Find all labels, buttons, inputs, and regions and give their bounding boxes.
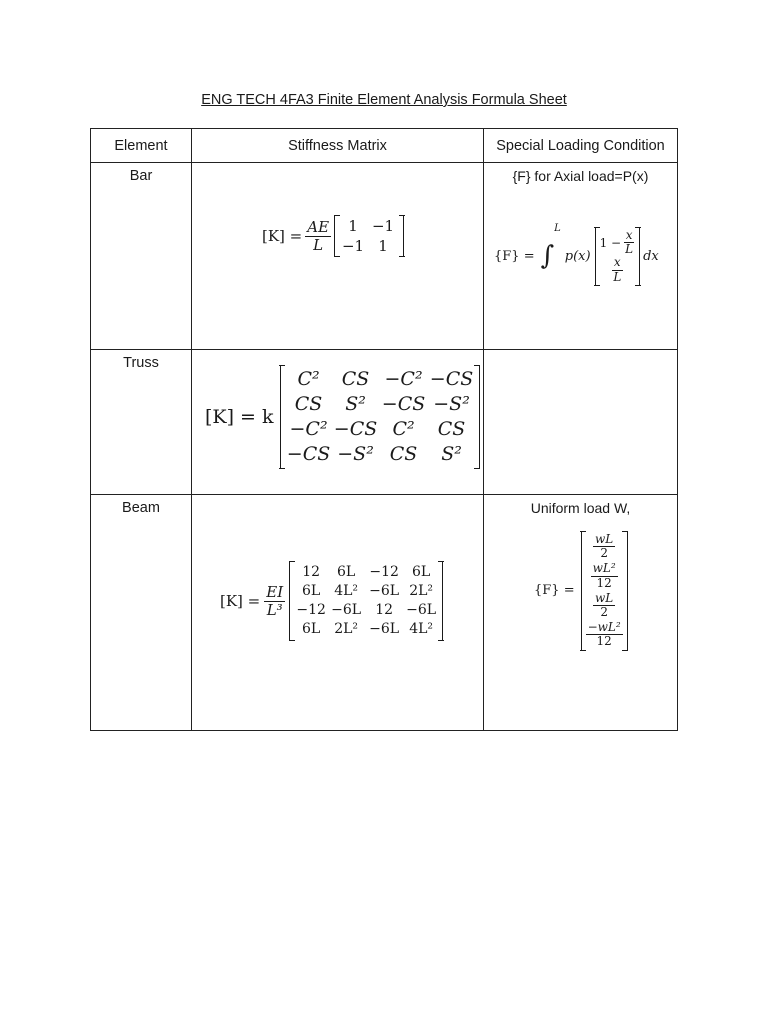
differential: dx xyxy=(643,248,659,264)
bar-shape-vector: 1 − $\frac{x}{L}$ $\frac{x}{L}$ xyxy=(595,227,640,286)
beam-stiffness-equation: [K] = $\frac{EI}{\text{L³}}$ 12 6L −12 6L 6L 4L² −6L 2L² −12 −6L 12 −6L 6L 2L² −6L 4L² xyxy=(220,561,443,641)
stiffness-cell-truss xyxy=(192,350,484,495)
page-title: ENG TECH 4FA3 Finite Element Analysis Formula Sheet xyxy=(201,92,567,108)
table-row-beam xyxy=(91,495,678,731)
element-name: Beam xyxy=(122,500,160,516)
table-row-bar xyxy=(91,163,678,350)
element-cell-bar xyxy=(91,163,192,350)
element-cell-beam xyxy=(91,495,192,731)
beam-load-equation: {F} = $\frac{wL}{2}$ $\frac{\text{wL²}}{12}$ $\frac{wL}{2}$ $\frac{\text{−wL²}}{12}$ xyxy=(534,531,628,651)
loading-cell-truss xyxy=(484,350,678,495)
beam-coefficient: $\frac{EI}{\text{L³}}$ xyxy=(266,583,284,619)
loading-note xyxy=(484,350,677,355)
table-row-truss xyxy=(91,350,678,495)
header-stiffness-matrix: Stiffness Matrix xyxy=(192,129,484,163)
element-name: Bar xyxy=(129,168,153,184)
truss-stiffness-equation: [K] = k C² CS −C² −CS CS S² −CS −S² −C² −CS C² CS −CS −S² CS S² xyxy=(205,365,480,469)
truss-stiffness-matrix: C² CS −C² −CS CS S² −CS −S² −C² −CS C² CS −CS −S² CS S² xyxy=(280,365,480,469)
beam-load-vector: $\frac{wL}{2}$ $\frac{\text{wL²}}{12}$ $\frac{wL}{2}$ $\frac{\text{−wL²}}{12}$ xyxy=(581,531,628,651)
loading-note: {F} for Axial load=P(x) xyxy=(512,168,649,184)
bar-coefficient: $\frac{AE}{L}$ xyxy=(307,218,330,254)
loading-note: Uniform load W, xyxy=(530,500,631,516)
stiffness-cell-bar xyxy=(192,163,484,350)
integral-upper-limit: L xyxy=(554,223,561,234)
element-name: Truss xyxy=(123,355,159,371)
formula-table xyxy=(90,128,678,731)
stiffness-cell-beam xyxy=(192,495,484,731)
beam-stiffness-matrix: 12 6L −12 6L 6L 4L² −6L 2L² −12 −6L 12 −6L 6L 2L² −6L 4L² xyxy=(289,561,443,641)
table-header-row xyxy=(91,129,678,163)
loading-cell-bar xyxy=(484,163,678,350)
element-cell-truss xyxy=(91,350,192,495)
bar-load-equation: {F} = ∫ L p(x) 1 − $\frac{x}{L}$ $\frac{x}{L}$ dx xyxy=(494,227,659,286)
bar-stiffness-equation: [K] = $\frac{AE}{L}$ 1 −1 −1 1 xyxy=(262,215,404,257)
loading-cell-beam xyxy=(484,495,678,731)
header-special-loading: Special Loading Condition xyxy=(484,129,678,163)
bar-stiffness-matrix: 1 −1 −1 1 xyxy=(334,215,404,257)
header-element: Element xyxy=(91,129,192,163)
integral-sign: ∫ xyxy=(540,241,555,272)
integrand: p(x) xyxy=(564,248,591,264)
